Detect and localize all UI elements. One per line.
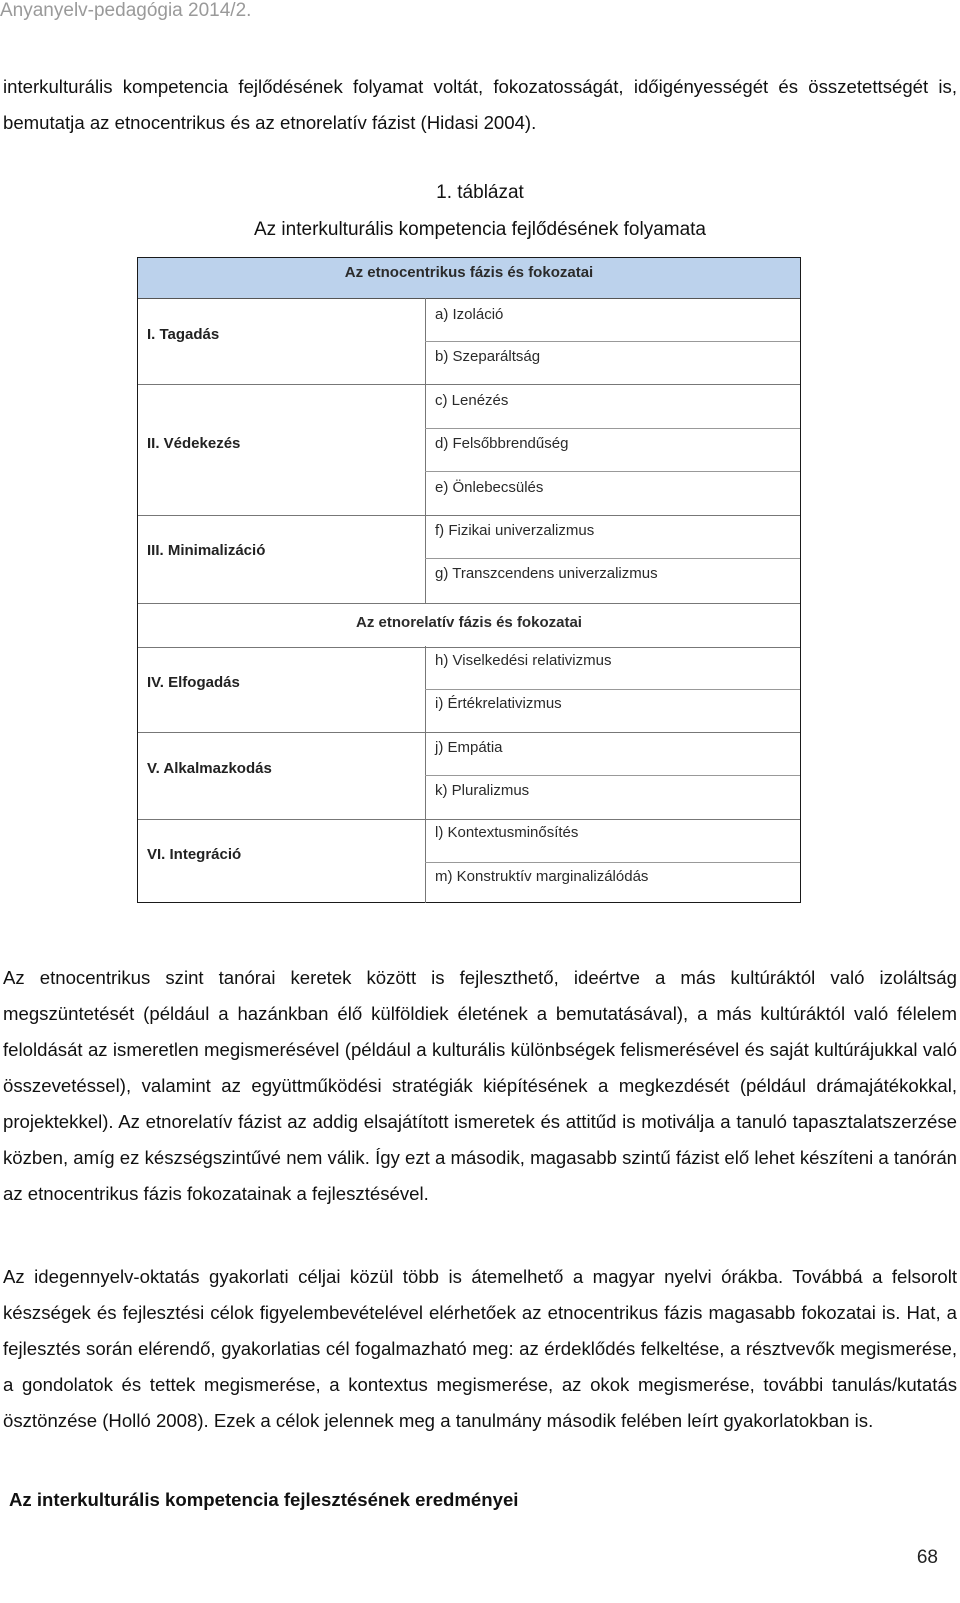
stage-label: VI. Integráció: [147, 846, 242, 863]
competence-table: [137, 257, 801, 903]
item-separator: [425, 689, 800, 690]
body-paragraph: Az idegennyelv-oktatás gyakorlati céljai közül több is átemelhető a magyar nyelvi órákba. Továbbá a felsorolt készségek és fejlesztési célok figyelembevételével elérhetőek az etnocentrikus fázis magasabb fokozatai is. Hat, a fejlesztés során elérendő, gyakorlatias cél fogalmazható meg: az érdeklődés felkeltése, a résztvevők megismerése, a gondolatok és tettek megismerése, a kontextus megismerése, az okok megismerése, további tanulás/kutatás ösztönzése (Holló 2008). Ezek a célok jelennek meg a tanulmány második felében leírt gyakorlatokban is.: [3, 1266, 957, 1431]
stage-label: IV. Elfogadás: [147, 674, 240, 691]
stage-label: V. Alkalmazkodás: [147, 760, 272, 777]
stage-item: m) Konstruktív marginalizálódás: [435, 868, 649, 885]
group-separator: [138, 819, 800, 820]
item-separator: [425, 775, 800, 776]
table-number: 1. táblázat: [436, 182, 524, 203]
stage-item: l) Kontextusminősítés: [435, 824, 579, 841]
intro-paragraph: interkulturális kompetencia fejlődésének folyamat voltát, fokozatosságát, időigényességét és összetettségét is, bemutatja az etnocentrikus és az etnorelatív fázist (Hidasi 2004).: [3, 76, 957, 133]
stage-item: i) Értékrelativizmus: [435, 695, 562, 712]
group-separator: [138, 515, 800, 516]
item-separator: [425, 341, 800, 342]
group-separator: [138, 732, 800, 733]
table-title: Az interkulturális kompetencia fejlődésének folyamata: [253, 219, 706, 240]
stage-item: f) Fizikai univerzalizmus: [435, 522, 595, 539]
page-number: 68: [916, 1547, 938, 1568]
stage-item: d) Felsőbbrendűség: [435, 435, 569, 452]
stage-label: I. Tagadás: [147, 326, 220, 343]
group-separator: [138, 384, 800, 385]
stage-item: j) Empátia: [435, 739, 503, 756]
ethnocentric-header: Az etnocentrikus fázis és fokozatai: [138, 258, 800, 299]
item-separator: [425, 471, 800, 472]
item-separator: [425, 558, 800, 559]
section-heading: Az interkulturális kompetencia fejlesztésének eredményei: [9, 1489, 519, 1510]
stage-item: h) Viselkedési relativizmus: [435, 652, 612, 669]
item-separator: [425, 428, 800, 429]
stage-label: III. Minimalizáció: [147, 542, 266, 559]
stage-item: c) Lenézés: [435, 392, 509, 409]
body-paragraph: Az etnocentrikus szint tanórai keretek között is fejleszthető, ideértve a más kultúráktól való izoláltság megszüntetését (például a hazánkban élő külföldiek életének a bemutatásával), a más kultúráktól való félelem feloldását az ismeretlen megismerésével (például a kulturális különbségek felismerésével és saját kultúrájukkal való összevetéssel), valamint az együttműködési stratégiák kiépítésének a megkezdését (például drámajátékokkal, projektekkel). Az etnorelatív fázist az addig elsajátított ismeretek és attitűd is motiválja a tanuló tapasztalatszerzése közben, amíg ez készségszintűvé nem válik. Így ezt a második, magasabb szintű fázist elő lehet készíteni a tanórán az etnocentrikus fázis fokozatainak a fejlesztésével.: [3, 967, 957, 1204]
running-header: Anyanyelv-pedagógia 2014/2.: [0, 0, 252, 21]
stage-item: e) Önlebecsülés: [435, 479, 544, 496]
stage-item: b) Szeparáltság: [435, 348, 541, 365]
item-separator: [425, 862, 800, 863]
stage-item: a) Izoláció: [435, 306, 504, 323]
stage-label: II. Védekezés: [147, 435, 241, 452]
stage-item: g) Transzcendens univerzalizmus: [435, 565, 658, 582]
stage-item: k) Pluralizmus: [435, 782, 530, 799]
ethnorelative-header: Az etnorelatív fázis és fokozatai: [138, 603, 800, 648]
